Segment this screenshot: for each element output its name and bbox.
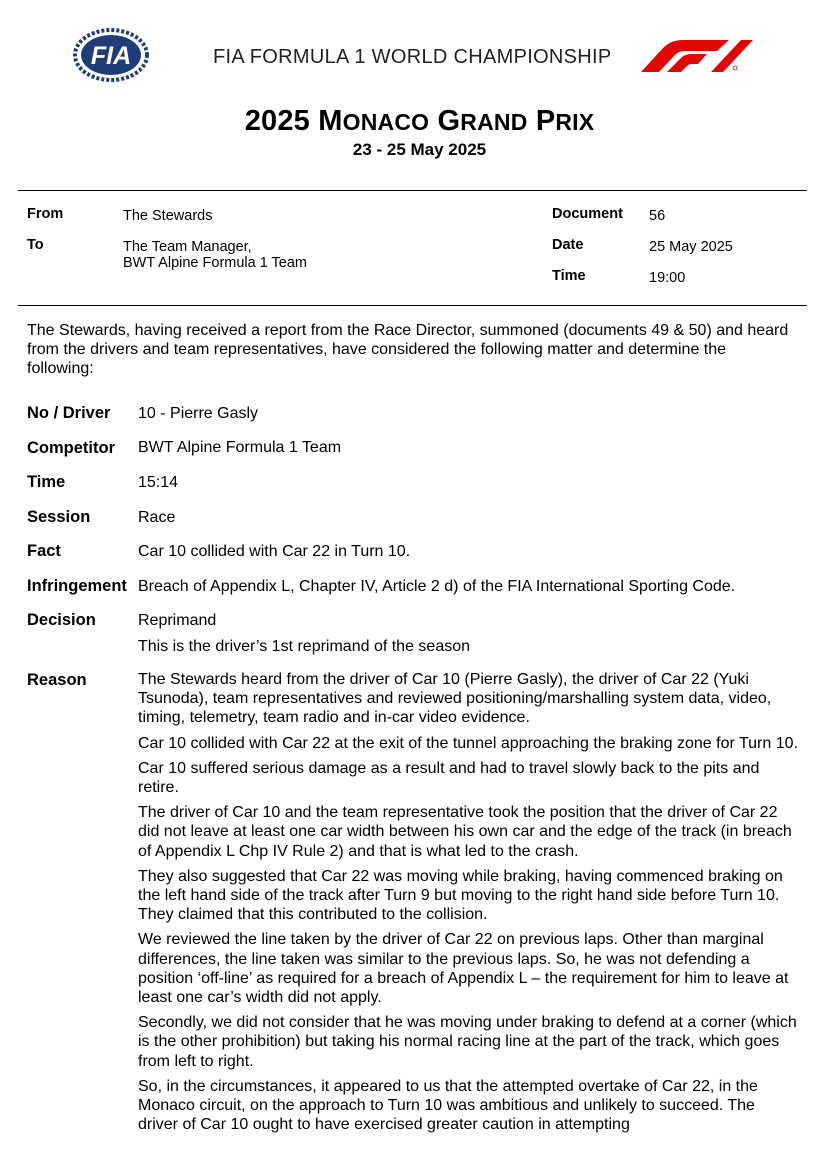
time-value: 19:00 — [649, 270, 686, 286]
reason-paragraph: Car 10 suffered serious damage as a result and had to travel slowly back to the pits and retire. — [138, 759, 760, 797]
competitor-value: BWT Alpine Formula 1 Team — [138, 439, 342, 456]
infringement-label: Infringement — [27, 577, 127, 595]
date-value: 25 May 2025 — [649, 239, 733, 255]
reason-paragraph: Secondly, we did not consider that he was moving under braking to defend at a corner (which is the other prohibition) but taking his normal racing line at the part of the track, which goes from left to right. — [138, 1014, 797, 1070]
document-label: Document — [552, 206, 623, 222]
reason-text — [138, 670, 798, 1140]
document-number: 56 — [649, 208, 666, 224]
event-dates: 23 - 25 May 2025 — [352, 140, 487, 159]
date-label: Date — [552, 237, 584, 253]
svg-text:FIA: FIA — [90, 42, 132, 70]
grand-prix-title: 2025 MONACO GRAND PRIX — [244, 105, 595, 137]
intro-paragraph: The Stewards, having received a report from the Race Director, summoned (documents 49 & 50) and heard from the drivers and team representatives, have considered the following matter and determine the following: — [27, 322, 789, 377]
infringement-value: Breach of Appendix L, Chapter IV, Article 2 d) of the FIA International Sporting Code. — [138, 578, 736, 595]
fact-value: Car 10 collided with Car 22 in Turn 10. — [138, 543, 411, 560]
reason-paragraph: The driver of Car 10 and the team representative took the position that the driver of Car 22 did not leave at least one car width between his own car and the edge of the track (in breach of Appendix L Chp IV Rule 2) and that is what led to the crash. — [138, 804, 792, 860]
reason-paragraph: So, in the circumstances, it appeared to us that the attempted overtake of Car 22, in the Monaco circuit, on the approach to Turn 10 was ambitious and unlikely to succeed. The driver of Car 10 ought to have exercised greater caution in attempting — [138, 1077, 758, 1134]
session-time-value: 15:14 — [138, 474, 179, 491]
driver-label: No / Driver — [27, 404, 111, 422]
competitor-label: Competitor — [27, 439, 115, 457]
session-value: Race — [138, 509, 176, 526]
from-value: The Stewards — [123, 208, 213, 224]
to-label: To — [27, 237, 44, 253]
to-value-line2: BWT Alpine Formula 1 Team — [123, 255, 308, 271]
from-label: From — [27, 206, 64, 222]
session-label: Session — [27, 508, 91, 526]
reason-paragraph: Car 10 collided with Car 22 at the exit of the tunnel approaching the braking zone for Turn 10. — [138, 734, 798, 752]
reason-paragraph: The Stewards heard from the driver of Car 10 (Pierre Gasly), the driver of Car 22 (Yuki Tsunoda), team representatives and reviewed positioning/marshalling system data, video, timing, telemetry, team radio and in-car video evidence. — [138, 671, 772, 727]
fia-logo — [73, 28, 149, 82]
time-label: Time — [552, 268, 586, 284]
driver-value: 10 - Pierre Gasly — [138, 405, 259, 422]
to-value-line1: The Team Manager, — [123, 239, 252, 255]
reprimand-count-note: This is the driver’s 1st reprimand of the season — [138, 638, 471, 655]
decision-label: Decision — [27, 611, 96, 629]
decision-value: Reprimand — [138, 612, 217, 629]
reason-paragraph: They also suggested that Car 22 was moving while braking, having commenced braking on the left hand side of the track after Turn 9 but moving to the right hand side before Turn 10. They claimed that this contributed to the collision. — [138, 867, 783, 924]
reason-paragraph: We reviewed the line taken by the driver of Car 22 on previous laps. Other than marginal differences, the line taken was similar to the previous laps. So, he was not defending a position ‘off-line’ as required for a breach of Appendix L – the requirement for him to leave at least one car’s width did not apply. — [138, 931, 789, 1007]
divider-top — [18, 190, 807, 191]
championship-title: FIA FORMULA 1 WORLD CHAMPIONSHIP — [213, 46, 612, 68]
f1-logo — [641, 38, 753, 72]
reason-label: Reason — [27, 671, 87, 689]
session-time-label: Time — [27, 473, 66, 491]
divider-bottom — [18, 305, 807, 306]
fact-label: Fact — [27, 542, 61, 560]
